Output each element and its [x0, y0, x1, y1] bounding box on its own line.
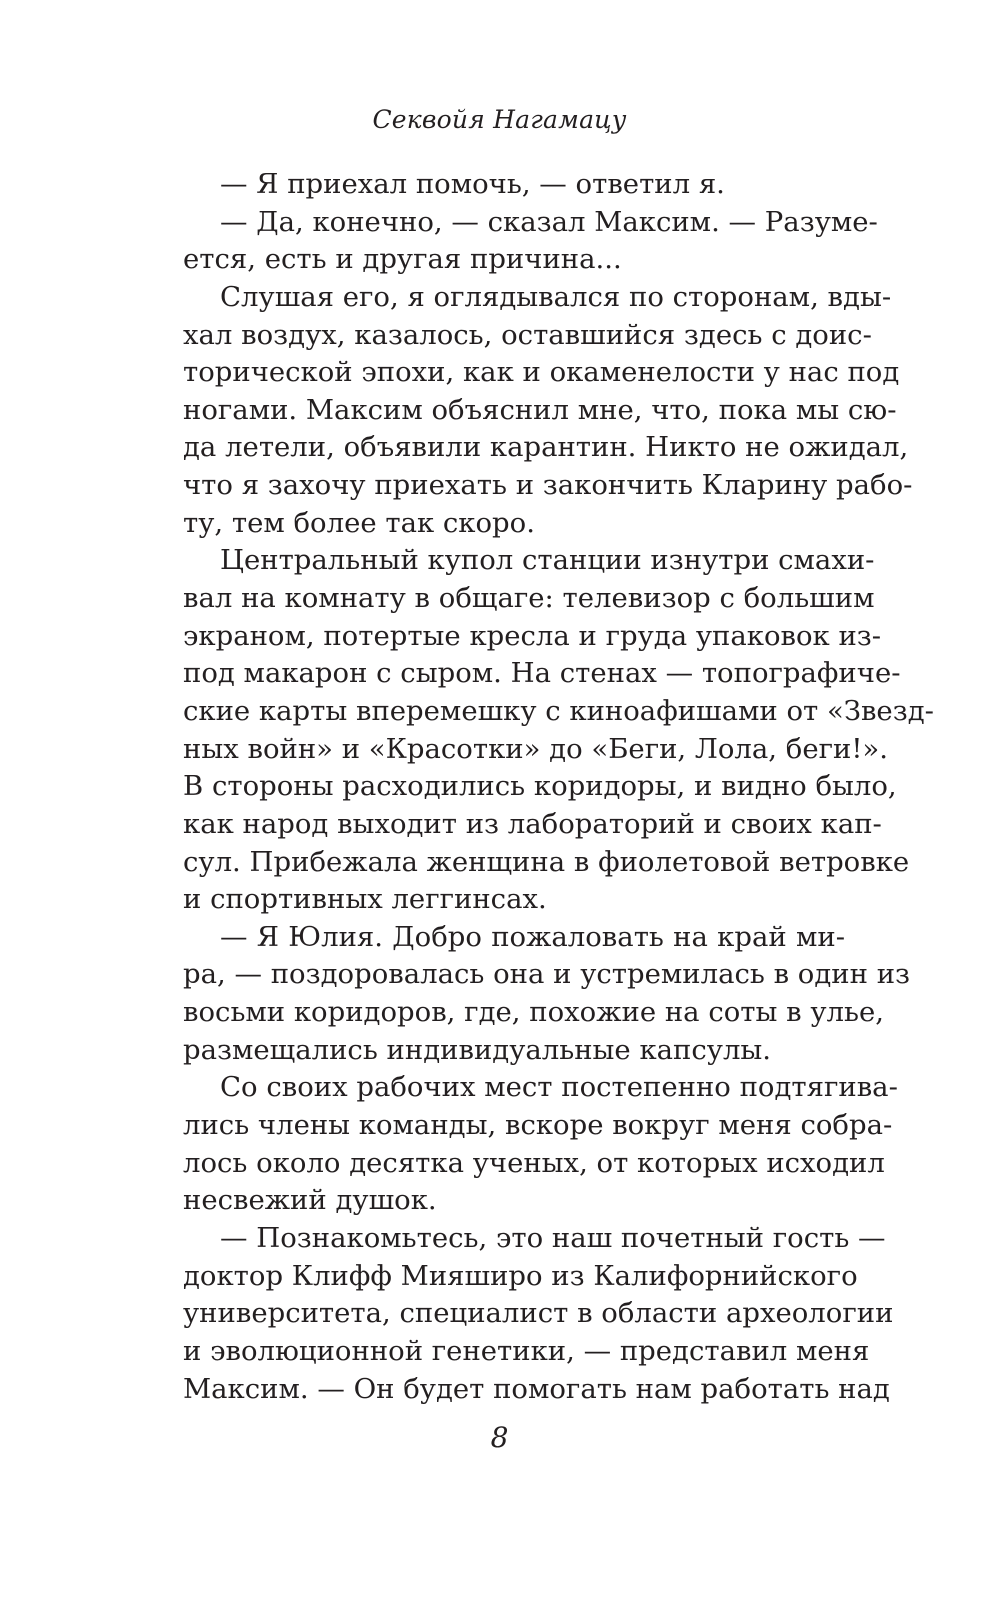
- text-line: ется, есть и другая причина...: [183, 243, 622, 276]
- text-line: — Познакомьтесь, это наш почетный гость —: [220, 1221, 886, 1254]
- text-line: доктор Клифф Мияширо из Калифорнийского: [183, 1259, 858, 1292]
- text-line: лись члены команды, вскоре вокруг меня собра-: [183, 1109, 893, 1142]
- text-line: ские карты вперемешку с киноафишами от «Звезд-: [183, 694, 934, 727]
- text-line: вал на комнату в общаге: телевизор с большим: [183, 582, 875, 615]
- text-line: университета, специалист в области археологии: [183, 1297, 894, 1330]
- text-line: хал воздух, казалось, оставшийся здесь с доис-: [183, 318, 872, 351]
- text-line: — Я Юлия. Добро пожаловать на край ми-: [220, 920, 845, 953]
- text-line: что я захочу приехать и закончить Кларину рабо-: [183, 469, 913, 502]
- text-line: и эволюционной генетики, — представил меня: [183, 1334, 870, 1367]
- text-line: лось около десятка ученых, от которых исходил: [183, 1146, 885, 1179]
- text-line: Со своих рабочих мест постепенно подтягива-: [220, 1071, 898, 1104]
- text-line: Максим. — Он будет помогать нам работать над: [183, 1372, 890, 1405]
- text-line: как народ выходит из лабораторий и своих кап-: [183, 807, 882, 840]
- text-line: ногами. Максим объяснил мне, что, пока мы сю-: [183, 393, 897, 426]
- body-text: [183, 166, 934, 1408]
- text-line: — Я приехал помочь, — ответил я.: [220, 168, 725, 200]
- text-line: торической эпохи, как и окаменелости у нас под: [183, 356, 900, 389]
- text-line: Центральный купол станции изнутри смахи-: [220, 544, 875, 577]
- page-number: 8: [490, 1421, 509, 1454]
- text-line: В стороны расходились коридоры, и видно было,: [183, 770, 897, 803]
- text-line: — Да, конечно, — сказал Максим. — Разуме-: [220, 205, 878, 238]
- text-line: ра, — поздоровалась она и устремилась в один из: [183, 958, 911, 991]
- text-line: и спортивных леггинсах.: [183, 883, 547, 916]
- running-head: Секвойя Нагамацу: [372, 105, 627, 134]
- text-line: да летели, объявили карантин. Никто не ожидал,: [183, 431, 909, 464]
- text-line: размещались индивидуальные капсулы.: [183, 1033, 772, 1066]
- text-line: под макарон с сыром. На стенах — топографиче-: [183, 657, 901, 690]
- text-line: ту, тем более так скоро.: [183, 506, 535, 539]
- text-line: экраном, потертые кресла и груда упаковок из-: [183, 619, 882, 652]
- text-line: ных войн» и «Красотки» до «Беги, Лола, беги!».: [183, 732, 888, 765]
- text-line: сул. Прибежала женщина в фиолетовой ветровке: [183, 845, 910, 878]
- text-line: Слушая его, я оглядывался по сторонам, вды-: [220, 280, 892, 313]
- text-line: восьми коридоров, где, похожие на соты в улье,: [183, 996, 884, 1029]
- text-line: несвежий душок.: [183, 1184, 437, 1217]
